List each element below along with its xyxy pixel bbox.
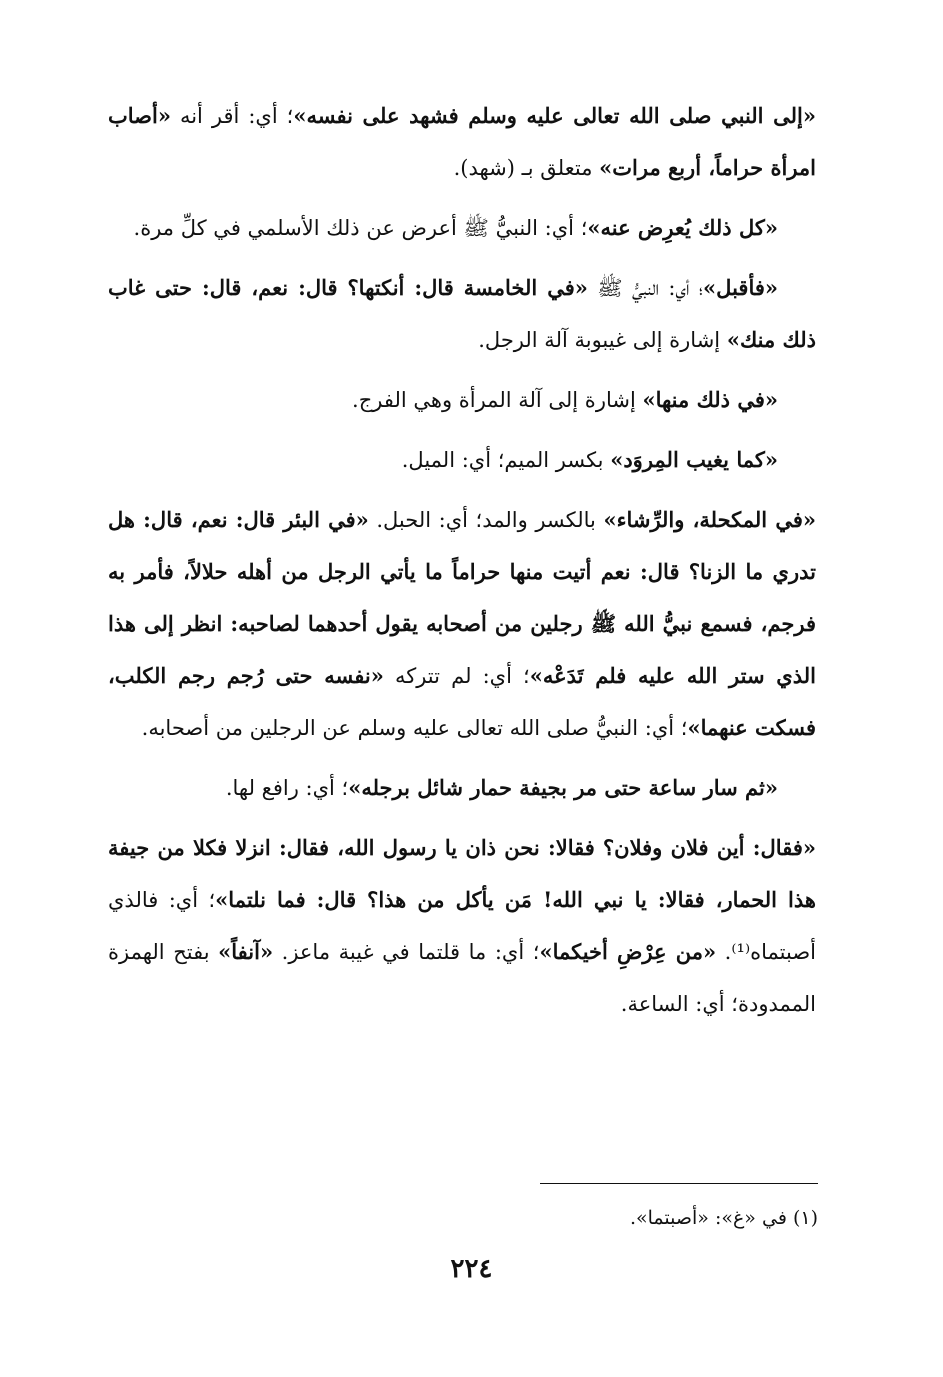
quoted-hadith-text: «فقال: أين فلان وفلان؟ فقالا: نحن ذان يا رسول الله، فقال: انزلا فكلا من جيفة هذا الحمار، فقالا: يا نبي الله! مَن يأكل من هذا؟ قال: فما نلتما» (108, 835, 816, 912)
paragraph (108, 434, 816, 486)
quoted-hadith-text: «في المكحلة، والرِّشاء» (603, 507, 816, 532)
paragraph (108, 374, 816, 426)
quoted-hadith-text: «كما يغيب المِروَد» (610, 447, 778, 472)
paragraph (108, 494, 816, 754)
paragraph (108, 822, 816, 1030)
quoted-hadith-text: «أصاب امرأة حراماً، أربع مرات» (108, 103, 816, 180)
commentary-text: بفتح الهمزة الممدودة؛ أي: الساعة. (108, 940, 816, 1016)
commentary-text: ؛ أي: لم تتركه (383, 664, 530, 688)
quoted-hadith-text: «نفسه حتى رُجم رجم الكلب، فسكت عنهما» (108, 663, 816, 740)
commentary-text: إشارة إلى آلة المرأة وهي الفرج. (352, 388, 643, 412)
paragraph (108, 90, 816, 194)
quoted-hadith-text: «في الخامسة قال: أنكتها؟ قال: نعم، قال: حتى غاب ذلك منك» (108, 275, 816, 352)
commentary-text: ؛ أي: النبيُّ صلى الله تعالى عليه وسلم عن الرجلين من أصحابه. (141, 716, 688, 740)
commentary-text: ؛ أي: فالذي أصبتماه⁽¹⁾. (108, 888, 816, 964)
quoted-hadith-text: «ثم سار ساعة حتى مر بجيفة حمار شائل برجله» (348, 775, 778, 800)
quoted-hadith-text: «آنفاً» (218, 939, 274, 964)
commentary-text: بكسر الميم؛ أي: الميل. (401, 448, 611, 472)
footnote (400, 1200, 818, 1236)
paragraph (108, 262, 816, 366)
quoted-hadith-text: «فأقبل» (703, 275, 779, 300)
quoted-hadith-text: «في ذلك منها» (642, 387, 778, 412)
commentary-text: إشارة إلى غيبوبة آلة الرجل. (478, 328, 727, 352)
footnote-marker: (١) (792, 1207, 818, 1229)
quoted-hadith-text: «كل ذلك يُعرِض عنه» (587, 215, 778, 240)
commentary-text: ؛ أي: ما قلتما في غيبة ماعز. (273, 940, 540, 964)
quoted-hadith-text: «إلى النبي صلى الله تعالى عليه وسلم فشهد على نفسه» (293, 103, 817, 128)
commentary-text: متعلق بـ (شهد). (453, 156, 600, 180)
commentary-text: ؛ أي: النبيُّ ﷺ أعرض عن ذلك الأسلمي في كلِّ مرة. (133, 216, 588, 240)
page-number: ٢٢٤ (450, 1254, 493, 1284)
main-text (108, 90, 816, 1038)
commentary-text: ؛ أي: رافع لها. (225, 776, 349, 800)
quoted-hadith-text: «في البئر قال: نعم، قال: هل تدري ما الزنا؟ قال: نعم أتيت منها حراماً ما يأتي الرجل من أهله حلالاً، فأمر به فرجم، فسمع نبيُّ الله ﷺ رجلين من أصحابه يقول أحدهما لصاحبه: انظر إلى هذا الذي ستر الله عليه فلم تَدَعْه» (108, 507, 817, 688)
quoted-hadith-text: «من عِرْضِ أخيكما» (539, 939, 717, 964)
footnote-text: في «غ»: «أصبتما». (629, 1207, 793, 1229)
commentary-text: ؛ أي: النبيُّ ﷺ (587, 276, 704, 300)
commentary-text: بالكسر والمد؛ أي: الحبل. (368, 508, 604, 532)
footnote-separator (540, 1183, 818, 1184)
paragraph (108, 202, 816, 254)
commentary-text: ؛ أي: أقر أنه (170, 104, 294, 128)
paragraph (108, 762, 816, 814)
